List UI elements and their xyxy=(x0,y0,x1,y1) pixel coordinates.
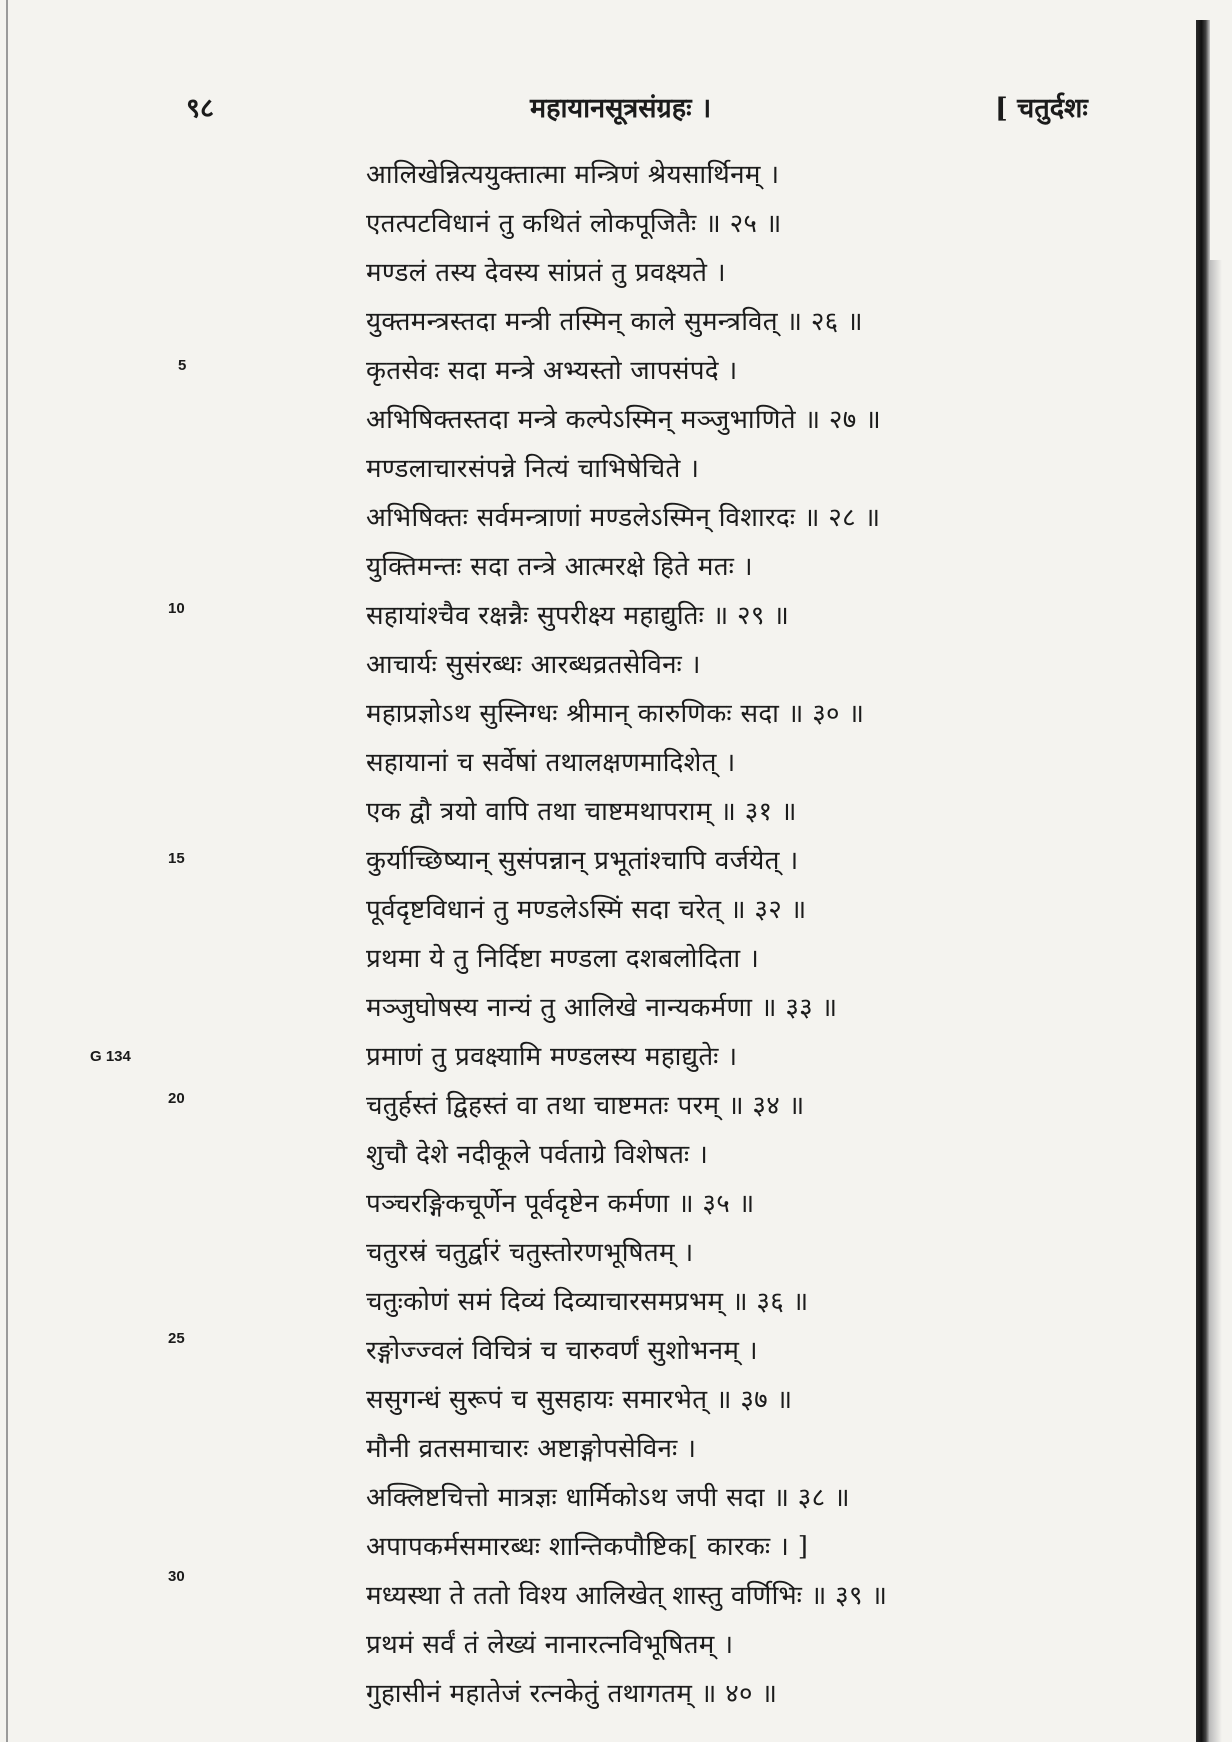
line-number-5: 5 xyxy=(178,357,187,374)
chapter-marker: [ चतुर्दशः xyxy=(995,93,1088,124)
verse-line: चतुःकोणं समं दिव्यं दिव्याचारसमप्रभम् ॥ ३६ ॥ xyxy=(366,1287,809,1317)
verse-line: पञ्चरङ्गिकचूर्णेन पूर्वदृष्टेन कर्मणा ॥ ३५ ॥ xyxy=(366,1189,755,1219)
verse-line: अभिषिक्तः सर्वमन्त्राणां मण्डलेऽस्मिन् विशारदः ॥ २८ ॥ xyxy=(366,503,881,533)
verse-line: महाप्रज्ञोऽथ सुस्निग्धः श्रीमान् कारुणिकः सदा ॥ ३० ॥ xyxy=(366,699,865,729)
verse-line: चतुरस्रं चतुर्द्वारं चतुस्तोरणभूषितम् । xyxy=(366,1238,694,1268)
verse-line: आचार्यः सुसंरब्धः आरब्धव्रतसेविनः । xyxy=(366,650,701,680)
verse-line: अपापकर्मसमारब्धः शान्तिकपौष्टिक[ कारकः । ] xyxy=(366,1532,809,1562)
verse-line: प्रमाणं तु प्रवक्ष्यामि मण्डलस्य महाद्युतेः । xyxy=(366,1042,738,1072)
verse-line: सहायांश्चैव रक्षन्नैः सुपरीक्ष्य महाद्युतिः ॥ २९ ॥ xyxy=(366,601,790,631)
verse-line: आलिखेन्नित्ययुक्तात्मा मन्त्रिणं श्रेयसार्थिनम् । xyxy=(366,160,780,190)
page-left-edge xyxy=(6,0,8,1742)
verse-line: कुर्याच्छिष्यान् सुसंपन्नान् प्रभूतांश्चापि वर्जयेत् । xyxy=(366,846,799,876)
folio-reference: G 134 xyxy=(90,1048,131,1065)
verse-line: मण्डलाचारसंपन्ने नित्यं चाभिषेचिते । xyxy=(366,454,700,484)
page-number: ९८ xyxy=(186,93,215,124)
verse-line: प्रथमा ये तु निर्दिष्टा मण्डला दशबलोदिता । xyxy=(366,944,760,974)
line-number-25: 25 xyxy=(168,1330,185,1347)
verse-line: युक्तिमन्तः सदा तन्त्रे आत्मरक्षे हिते मतः । xyxy=(366,552,753,582)
verse-line: एक द्वौ त्रयो वापि तथा चाष्टमथापराम् ॥ ३१ ॥ xyxy=(366,797,797,827)
running-title: महायानसूत्रसंग्रहः । xyxy=(530,93,712,124)
verse-line: मौनी व्रतसमाचारः अष्टाङ्गोपसेविनः । xyxy=(366,1434,697,1464)
verse-line: ससुगन्धं सुरूपं च सुसहायः समारभेत् ॥ ३७ ॥ xyxy=(366,1385,793,1415)
binding-fade xyxy=(1210,260,1222,1742)
verse-line: कृतसेवः सदा मन्त्रे अभ्यस्तो जापसंपदे । xyxy=(366,356,738,386)
verse-line: मण्डलं तस्य देवस्य सांप्रतं तु प्रवक्ष्यते । xyxy=(366,258,726,288)
verse-line: मध्यस्था ते ततो विश्य आलिखेत् शास्तु वर्णिभिः ॥ ३९ ॥ xyxy=(366,1581,888,1611)
verse-line: प्रथमं सर्वं तं लेख्यं नानारत्नविभूषितम् । xyxy=(366,1630,734,1660)
book-binding-shadow xyxy=(1196,20,1210,1742)
verse-line: चतुर्हस्तं द्विहस्तं वा तथा चाष्टमतः परम् ॥ ३४ ॥ xyxy=(366,1091,805,1121)
verse-line: पूर्वदृष्टविधानं तु मण्डलेऽस्मिं सदा चरेत् ॥ ३२ ॥ xyxy=(366,895,807,925)
verse-line: एतत्पटविधानं तु कथितं लोकपूजितैः ॥ २५ ॥ xyxy=(366,209,782,239)
line-number-30: 30 xyxy=(168,1568,185,1585)
verse-line: सहायानां च सर्वेषां तथालक्षणमादिशेत् । xyxy=(366,748,736,778)
line-number-20: 20 xyxy=(168,1090,185,1107)
verse-line: रङ्गोज्ज्वलं विचित्रं च चारुवर्णं सुशोभनम् । xyxy=(366,1336,758,1366)
line-number-15: 15 xyxy=(168,850,185,867)
verse-line: मञ्जुघोषस्य नान्यं तु आलिखे नान्यकर्मणा ॥ ३३ ॥ xyxy=(366,993,838,1023)
verse-line: अक्लिष्टचित्तो मात्रज्ञः धार्मिकोऽथ जपी सदा ॥ ३८ ॥ xyxy=(366,1483,850,1513)
verse-line: अभिषिक्तस्तदा मन्त्रे कल्पेऽस्मिन् मञ्जुभाणिते ॥ २७ ॥ xyxy=(366,405,881,435)
verse-line: गुहासीनं महातेजं रत्नकेतुं तथागतम् ॥ ४० ॥ xyxy=(366,1679,778,1709)
line-number-10: 10 xyxy=(168,600,185,617)
verse-line: शुचौ देशे नदीकूले पर्वताग्रे विशेषतः । xyxy=(366,1140,709,1170)
verse-line: युक्तमन्त्रस्तदा मन्त्री तस्मिन् काले सुमन्त्रवित् ॥ २६ ॥ xyxy=(366,307,863,337)
